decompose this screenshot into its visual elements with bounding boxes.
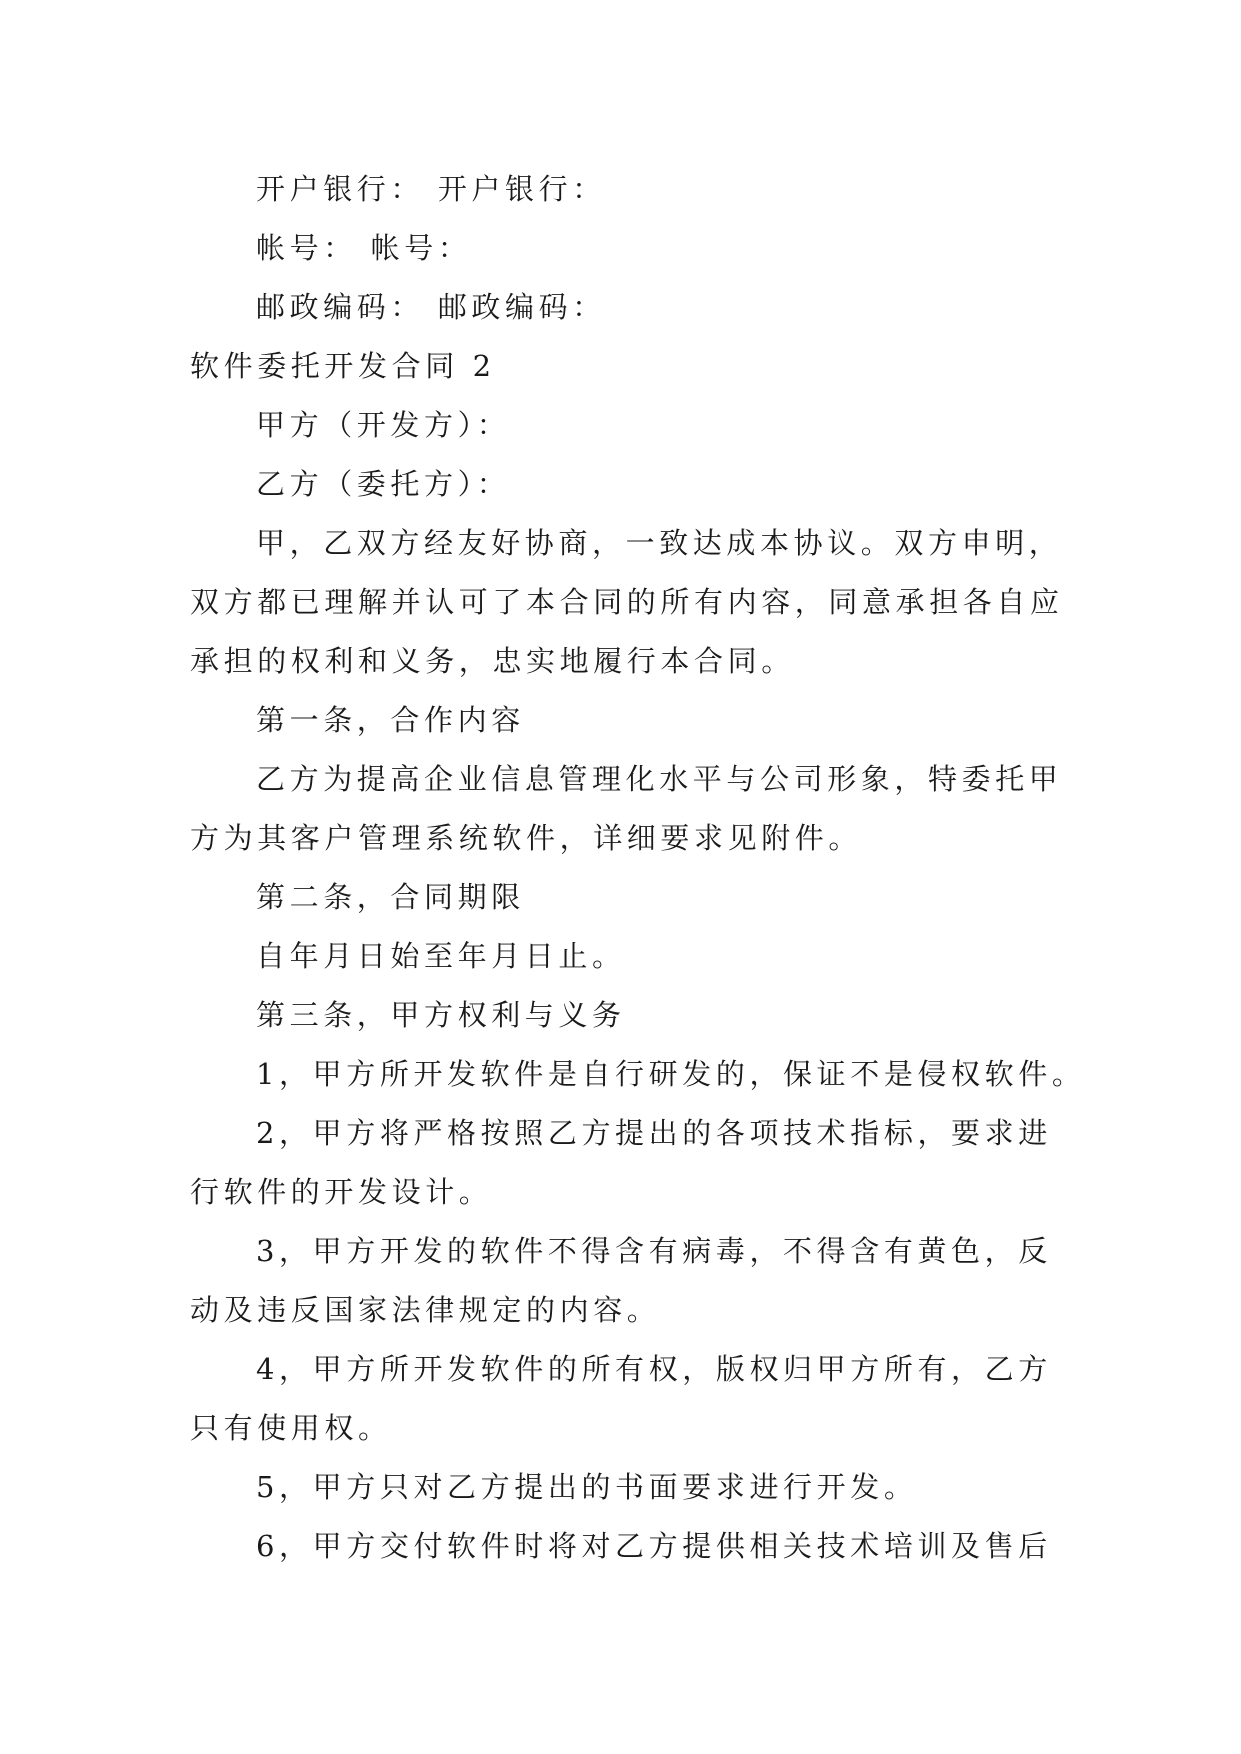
bank-account-line: 开户银行： 开户银行：: [256, 172, 606, 206]
article-3-item-3: 3，甲方开发的软件不得含有病毒，不得含有黄色，反动及违反国家法律规定的内容。: [190, 1234, 1052, 1327]
article-2-heading: 第二条，合同期限: [256, 880, 525, 914]
preamble-paragraph: 甲，乙双方经友好协商，一致达成本协议。双方申明，双方都已理解并认可了本合同的所有内容，同意承担各自应承担的权利和义务，忠实地履行本合同。: [190, 526, 1064, 678]
article-1-heading: 第一条，合作内容: [256, 703, 525, 737]
article-3-item-1: 1，甲方所开发软件是自行研发的，保证不是侵权软件。: [256, 1057, 1086, 1091]
document-body: [190, 160, 1086, 1576]
contract-title: 软件委托开发合同 2: [190, 349, 496, 383]
article-1-body: 乙方为提高企业信息管理化水平与公司形象，特委托甲方为其客户管理系统软件，详细要求见附件。: [190, 762, 1063, 855]
article-3-item-4: 4，甲方所开发软件的所有权，版权归甲方所有，乙方只有使用权。: [190, 1352, 1052, 1445]
article-2-body: 自年月日始至年月日止。: [256, 939, 626, 973]
article-3-item-6: 6，甲方交付软件时将对乙方提供相关技术培训及售后: [256, 1529, 1052, 1563]
party-b-line: 乙方（委托方）：: [256, 467, 511, 501]
account-number-line: 帐号： 帐号：: [256, 231, 472, 265]
article-3-heading: 第三条，甲方权利与义务: [256, 998, 626, 1032]
postal-code-line: 邮政编码： 邮政编码：: [256, 290, 606, 324]
party-a-line: 甲方（开发方）：: [256, 408, 511, 442]
article-3-item-5: 5，甲方只对乙方提出的书面要求进行开发。: [256, 1470, 918, 1504]
article-3-item-2: 2，甲方将严格按照乙方提出的各项技术指标，要求进行软件的开发设计。: [190, 1116, 1052, 1209]
